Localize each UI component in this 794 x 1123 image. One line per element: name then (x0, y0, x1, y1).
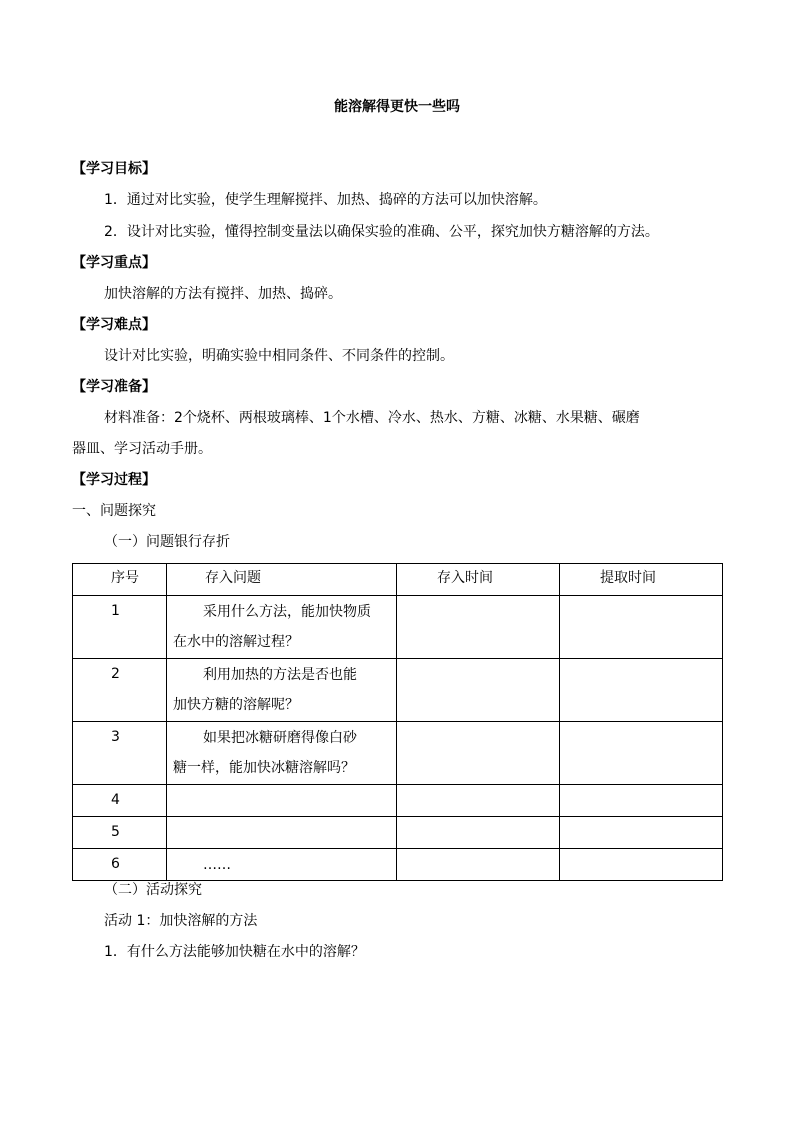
row-deposit-time (397, 849, 560, 881)
table-row (73, 849, 723, 881)
row-number: 1 (73, 596, 167, 659)
question-bank-table (72, 563, 723, 881)
table-row (73, 596, 723, 659)
row-deposit-time (397, 596, 560, 659)
goal-item-1: 1．通过对比实验，使学生理解搅拌、加热、捣碎的方法可以加快溶解。 (104, 192, 547, 208)
row-number: 4 (73, 785, 167, 817)
row-withdraw-time (560, 785, 723, 817)
preparation-line-2: 器皿、学习活动手册。 (72, 441, 212, 457)
row-number: 5 (73, 817, 167, 849)
process-heading: 【学习过程】 (72, 472, 156, 488)
row-question (167, 849, 397, 881)
preparation-line-1: 材料准备：2个烧杯、两根玻璃棒、1个水槽、冷水、热水、方糖、冰糖、水果糖、碾磨 (104, 410, 640, 426)
header-serial: 序号 (73, 564, 167, 596)
row-question-line-2: 在水中的溶解过程？ (173, 634, 299, 650)
question-bank-title: （一）问题银行存折 (104, 534, 230, 550)
header-withdraw-time: 提取时间 (560, 564, 723, 596)
row-question (167, 596, 397, 659)
row-deposit-time (397, 722, 560, 785)
row-question-line-1: …… (203, 857, 231, 873)
row-question-line-2: 加快方糖的溶解呢？ (173, 697, 299, 713)
row-question-line-1: 采用什么方法，能加快物质 (203, 604, 371, 620)
part-1-title: 一、问题探究 (72, 503, 156, 519)
key-points-text: 加快溶解的方法有搅拌、加热、捣碎。 (104, 286, 342, 302)
goals-heading: 【学习目标】 (72, 161, 156, 177)
table-row (73, 659, 723, 722)
row-question-line-1: 如果把冰糖研磨得像白砂 (203, 730, 357, 746)
table-row (73, 817, 723, 849)
difficulties-heading: 【学习难点】 (72, 317, 156, 333)
page-title: 能溶解得更快一些吗 (334, 99, 460, 115)
row-deposit-time (397, 659, 560, 722)
row-withdraw-time (560, 596, 723, 659)
row-question-line-1: 利用加热的方法是否也能 (203, 667, 357, 683)
key-points-heading: 【学习重点】 (72, 255, 156, 271)
table-header-row (73, 564, 723, 596)
row-question (167, 785, 397, 817)
row-number: 3 (73, 722, 167, 785)
goal-item-2: 2．设计对比实验，懂得控制变量法以确保实验的准确、公平，探究加快方糖溶解的方法。 (104, 224, 659, 240)
activity-inquiry-title: （二）活动探究 (104, 882, 202, 898)
row-withdraw-time (560, 817, 723, 849)
row-withdraw-time (560, 849, 723, 881)
preparation-heading: 【学习准备】 (72, 379, 156, 395)
row-question (167, 817, 397, 849)
row-number: 6 (73, 849, 167, 881)
row-question-line-2: 糖一样，能加快冰糖溶解吗？ (173, 760, 355, 776)
activity-question-1: 1．有什么方法能够加快糖在水中的溶解？ (104, 944, 365, 960)
table-row (73, 785, 723, 817)
row-withdraw-time (560, 722, 723, 785)
table-row (73, 722, 723, 785)
activity-1-title: 活动 1：加快溶解的方法 (104, 913, 258, 929)
header-deposit-time: 存入时间 (397, 564, 560, 596)
difficulties-text: 设计对比实验，明确实验中相同条件、不同条件的控制。 (104, 348, 454, 364)
row-deposit-time (397, 817, 560, 849)
row-withdraw-time (560, 659, 723, 722)
row-number: 2 (73, 659, 167, 722)
row-question (167, 659, 397, 722)
row-deposit-time (397, 785, 560, 817)
row-question (167, 722, 397, 785)
header-question: 存入问题 (167, 564, 397, 596)
